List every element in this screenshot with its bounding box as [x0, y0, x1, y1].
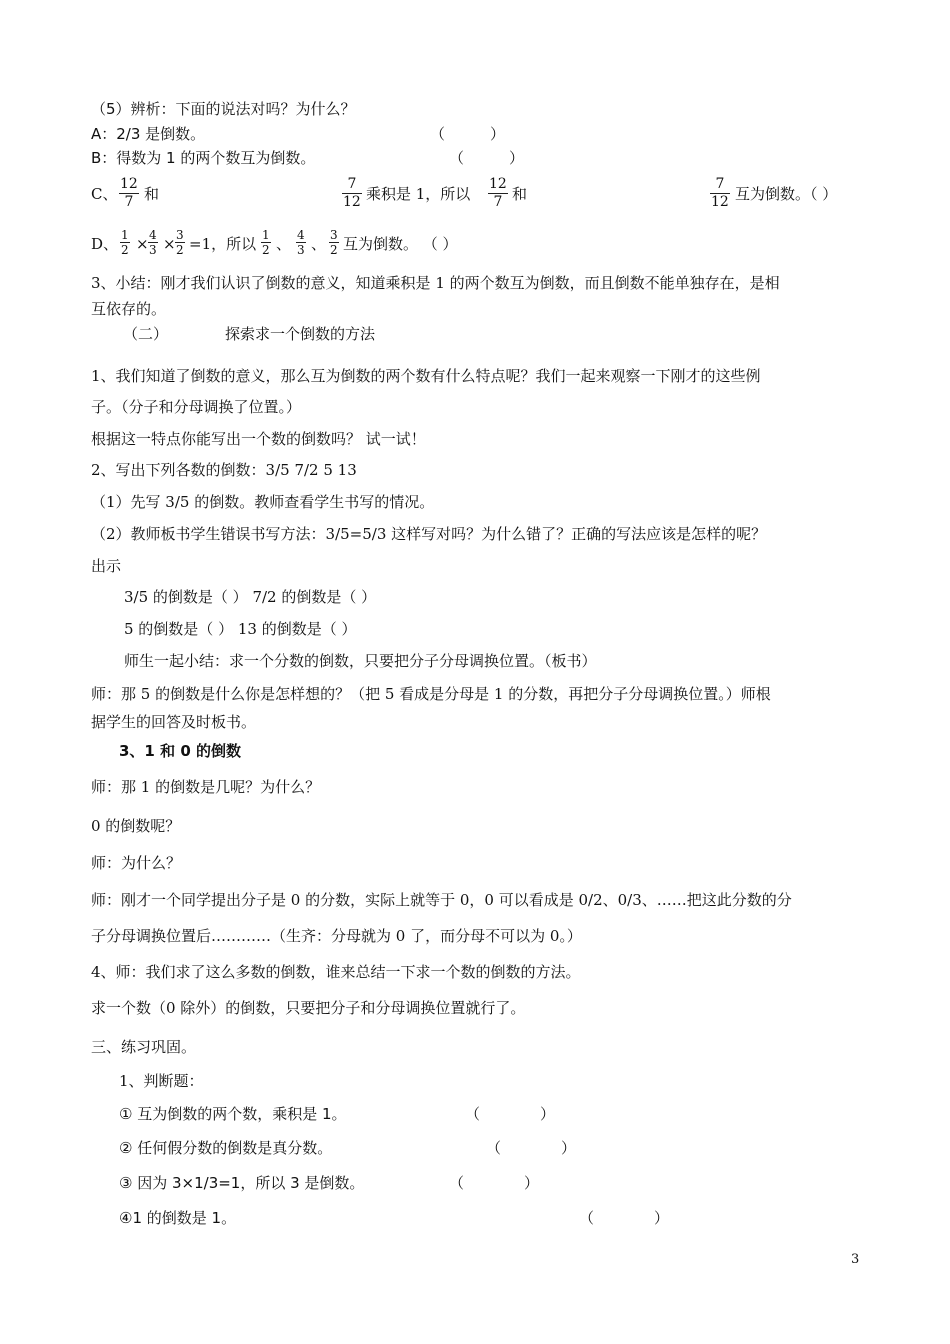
practice-title: 三、练习巩固。: [91, 1038, 197, 1056]
item-d-fraction-5: [296, 228, 306, 257]
item-d-fraction-6: [329, 228, 339, 257]
item-a: A：2/3 是倒数。: [91, 125, 206, 143]
paragraph-15: 4、师：我们求了这么多数的倒数，谁来总结一下求一个数的倒数的方法。: [91, 963, 581, 981]
item-c-fraction-1: [119, 176, 139, 211]
exercise-line-2: 5 的倒数是（ ） 13 的倒数是（ ）: [124, 620, 357, 638]
fraction-numerator: 1: [262, 228, 270, 242]
practice-subtitle: 1、判断题：: [119, 1072, 204, 1090]
fraction-denominator: 7: [124, 194, 134, 210]
separator: 、: [311, 235, 327, 253]
judgement-item-3-blank: （ ）: [449, 1174, 540, 1192]
item-b-answer-blank: （ ）: [449, 149, 525, 167]
multiply-sign: ×: [163, 235, 176, 253]
paragraph-6: 出示: [91, 557, 122, 575]
item-c-fraction-4: [710, 176, 730, 211]
item-d-equals: =1，所以: [189, 235, 257, 253]
fraction-numerator: 12: [120, 176, 138, 192]
paragraph-3: 2、写出下列各数的倒数：3/5 7/2 5 13: [91, 461, 357, 479]
item-c-fraction-3: [488, 176, 508, 211]
fraction-denominator: 2: [330, 243, 338, 257]
summary-line-2: 互依存的。: [91, 300, 167, 318]
subheading-3: 3、1 和 0 的倒数: [119, 742, 241, 760]
item-b: B：得数为 1 的两个数互为倒数。: [91, 149, 316, 167]
section5-title: （5）辨析：下面的说法对吗？为什么？: [91, 100, 356, 118]
paragraph-14-line-1: 师：刚才一个同学提出分子是 0 的分数，实际上就等于 0，0 可以看成是 0/2、0/3、……把这此分数的分: [91, 891, 792, 909]
judgement-item-4-blank: （ ）: [579, 1209, 670, 1227]
judgement-item-4: ④1 的倒数是 1。: [119, 1209, 237, 1227]
paragraph-10-line-2: 据学生的回答及时板书。: [91, 713, 257, 731]
multiply-sign: ×: [136, 235, 149, 253]
item-d-fraction-1: [120, 228, 130, 257]
part2-title: 探索求一个倒数的方法: [225, 325, 376, 343]
fraction-denominator: 2: [176, 243, 184, 257]
item-c-fraction-2: [342, 176, 362, 211]
page-number: 3: [851, 1252, 860, 1267]
item-d-fraction-4: [261, 228, 271, 257]
judgement-item-2-blank: （ ）: [486, 1139, 577, 1157]
fraction-numerator: 4: [149, 228, 157, 242]
judgement-item-1: ① 互为倒数的两个数，乘积是 1。: [119, 1105, 347, 1123]
paragraph-5: （2）教师板书学生错误书写方法：3/5=5/3 这样写对吗？为什么错了？正确的写法应该是怎样的呢？: [91, 525, 767, 543]
paragraph-13: 师：为什么？: [91, 854, 182, 872]
paragraph-12: 0 的倒数呢？: [91, 817, 181, 835]
item-c-and-1: 和: [144, 185, 160, 203]
judgement-item-2: ② 任何假分数的倒数是真分数。: [119, 1139, 333, 1157]
paragraph-16: 求一个数（0 除外）的倒数，只要把分子和分母调换位置就行了。: [91, 999, 526, 1017]
item-c-middle: 乘积是 1，所以: [366, 185, 471, 203]
fraction-numerator: 7: [710, 176, 730, 194]
fraction-denominator: 12: [343, 194, 361, 210]
paragraph-1-line-2: 子。（分子和分母调换了位置。）: [91, 398, 302, 416]
fraction-denominator: 7: [493, 194, 503, 210]
judgement-item-1-blank: （ ）: [465, 1105, 556, 1123]
exercise-line-1: 3/5 的倒数是（ ） 7/2 的倒数是（ ）: [124, 588, 377, 606]
item-c-and-2: 和: [512, 185, 528, 203]
separator: 、: [276, 235, 292, 253]
fraction-denominator: 3: [297, 243, 305, 257]
item-c-prefix: C、: [91, 185, 118, 203]
fraction-numerator: 3: [176, 228, 184, 242]
fraction-numerator: 7: [342, 176, 362, 194]
summary-line-1: 3、小结：刚才我们认识了倒数的意义，知道乘积是 1 的两个数互为倒数，而且倒数不能单独存在，是相: [91, 274, 780, 292]
paragraph-1-line-1: 1、我们知道了倒数的意义，那么互为倒数的两个数有什么特点呢？我们一起来观察一下刚才的这些例: [91, 367, 761, 385]
paragraph-11: 师：那 1 的倒数是几呢？为什么？: [91, 778, 321, 796]
summary-note: 师生一起小结：求一个分数的倒数，只要把分子分母调换位置。（板书）: [124, 652, 597, 670]
paragraph-4: （1）先写 3/5 的倒数。教师查看学生书写的情况。: [91, 493, 435, 511]
item-d-end: 互为倒数。 （ ）: [343, 235, 458, 253]
fraction-denominator: 12: [711, 194, 729, 210]
item-d-fraction-3: [175, 228, 185, 257]
fraction-denominator: 2: [262, 243, 270, 257]
fraction-numerator: 4: [297, 228, 305, 242]
paragraph-14-line-2: 子分母调换位置后…………（生齐：分母就为 0 了，而分母不可以为 0。）: [91, 927, 582, 945]
fraction-denominator: 3: [149, 243, 157, 257]
fraction-numerator: 3: [330, 228, 338, 242]
item-d-prefix: D、: [91, 235, 119, 253]
part2-number: （二）: [123, 325, 169, 343]
fraction-numerator: 12: [489, 176, 507, 192]
item-c-end: 互为倒数。（ ）: [735, 185, 838, 203]
fraction-denominator: 2: [121, 243, 129, 257]
fraction-numerator: 1: [121, 228, 129, 242]
paragraph-2: 根据这一特点你能写出一个数的倒数吗？ 试一试！: [91, 430, 426, 448]
item-d-fraction-2: [148, 228, 158, 257]
judgement-item-3: ③ 因为 3×1/3=1，所以 3 是倒数。: [119, 1174, 365, 1192]
item-a-answer-blank: （ ）: [430, 125, 506, 143]
paragraph-10-line-1: 师：那 5 的倒数是什么你是怎样想的？（把 5 看成是分母是 1 的分数，再把分子分母调换位置。）师根: [91, 685, 771, 703]
